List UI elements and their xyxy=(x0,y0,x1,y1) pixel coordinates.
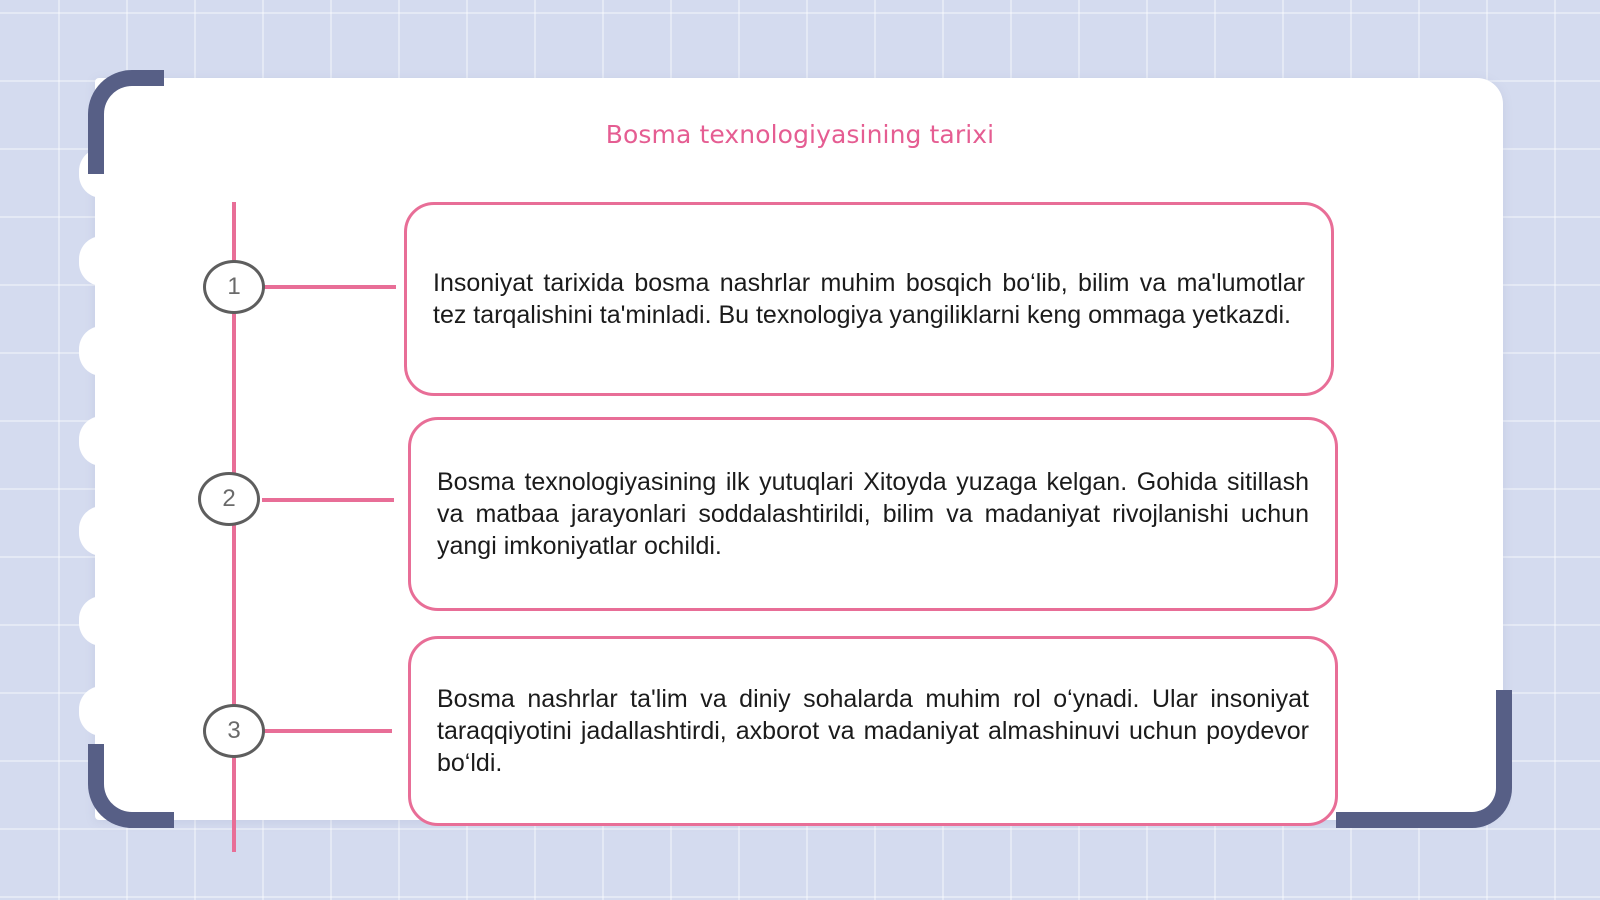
paper-notch xyxy=(79,506,125,556)
timeline-connector xyxy=(264,285,396,289)
paper-notch xyxy=(79,326,125,376)
slide-title: Bosma texnologiyasining tarixi xyxy=(605,120,995,149)
step-number-circle: 1 xyxy=(203,260,265,314)
timeline-card-text: Insoniyat tarixida bosma nashrlar muhim bosqich bo‘lib, bilim va ma'lumotlar tez tarqalishini ta'minladi. Bu texnologiya yangiliklarni keng ommaga yetkazdi. xyxy=(433,269,1305,329)
frame-corner-bottom-left xyxy=(88,744,174,828)
timeline-connector xyxy=(262,498,394,502)
frame-corner-bottom-right xyxy=(1336,690,1512,828)
paper-notch xyxy=(79,236,125,286)
timeline-card-text: Bosma nashrlar ta'lim va diniy sohalarda muhim rol o‘ynadi. Ular insoniyat taraqqiyotini jadallashtirdi, axborot va madaniyat almashinuvi uchun poydevor bo‘ldi. xyxy=(437,685,1309,777)
timeline-card-1 xyxy=(404,202,1334,396)
step-number-circle: 2 xyxy=(198,472,260,526)
paper-notch xyxy=(79,596,125,646)
timeline-card-2 xyxy=(408,417,1338,611)
paper-notch xyxy=(79,686,125,736)
timeline-connector xyxy=(264,729,392,733)
step-number-circle: 3 xyxy=(203,704,265,758)
timeline-card-3 xyxy=(408,636,1338,826)
timeline-card-text: Bosma texnologiyasining ilk yutuqlari Xitoyda yuzaga kelgan. Gohida sitillash va matbaa jarayonlari soddalashtirildi, bilim va madaniyat rivojlanishi uchun yangi imkoniyatlar ochildi. xyxy=(437,468,1309,560)
paper-notch xyxy=(79,416,125,466)
